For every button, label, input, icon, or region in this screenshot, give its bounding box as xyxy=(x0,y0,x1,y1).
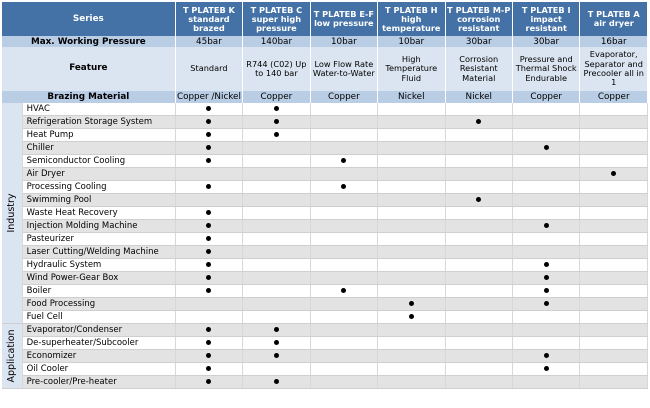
compat-cell xyxy=(175,220,242,233)
compat-cell xyxy=(310,337,377,350)
table-row xyxy=(2,311,648,324)
compat-cell xyxy=(175,363,242,376)
compat-cell xyxy=(310,129,377,142)
compat-cell xyxy=(445,337,512,350)
max-pressure-value: 30bar xyxy=(445,36,512,47)
brazing-value: Copper /Nickel xyxy=(176,92,241,102)
compat-cell xyxy=(580,259,648,272)
compat-cell xyxy=(580,363,648,376)
compat-cell xyxy=(445,220,512,233)
table-row xyxy=(2,194,648,207)
compat-cell xyxy=(580,233,648,246)
brazing-value: Nickel xyxy=(378,91,445,103)
group-label-industry xyxy=(2,103,22,324)
brazing-value: Copper xyxy=(512,91,579,103)
compat-cell xyxy=(243,142,310,155)
product-name: T PLATEB A xyxy=(587,9,640,19)
product-subtitle: super high pressure xyxy=(251,13,302,33)
use-case-label: Refrigeration Storage System xyxy=(22,116,175,129)
compat-cell xyxy=(243,129,310,142)
compat-cell xyxy=(243,311,310,324)
bullet-icon xyxy=(544,301,549,306)
product-subtitle: low pressure xyxy=(314,18,374,28)
bullet-icon xyxy=(544,275,549,280)
table-row xyxy=(2,337,648,350)
compat-cell xyxy=(175,246,242,259)
max-pressure-value: 16bar xyxy=(580,36,648,47)
brazing-value: Nickel xyxy=(445,91,512,103)
compat-cell xyxy=(512,337,579,350)
table-row xyxy=(2,298,648,311)
compat-cell xyxy=(243,207,310,220)
use-case-label: Chiller xyxy=(22,142,175,155)
pressure-label: Max. Working Pressure xyxy=(2,36,175,47)
max-pressure-value: 10bar xyxy=(378,36,445,47)
compat-cell xyxy=(378,350,445,363)
compat-cell xyxy=(580,298,648,311)
bullet-icon xyxy=(206,249,211,254)
compat-cell xyxy=(310,272,377,285)
bullet-icon xyxy=(544,223,549,228)
product-name: T PLATEB I xyxy=(521,4,571,15)
compat-cell xyxy=(378,285,445,298)
compat-cell xyxy=(243,246,310,259)
table-row xyxy=(2,155,648,168)
compat-cell xyxy=(378,220,445,233)
compat-cell xyxy=(175,311,242,324)
product-name: T PLATEB E-F xyxy=(313,9,374,19)
use-case-label: Wind Power-Gear Box xyxy=(22,272,175,285)
compat-cell xyxy=(310,116,377,129)
compat-cell xyxy=(445,285,512,298)
compat-cell xyxy=(580,142,648,155)
compat-cell xyxy=(243,272,310,285)
use-case-label: Boiler xyxy=(22,285,175,298)
bullet-icon xyxy=(274,379,279,384)
product-header-0 xyxy=(175,2,242,36)
table-row xyxy=(2,233,648,246)
compat-cell xyxy=(512,103,579,116)
compat-cell xyxy=(378,116,445,129)
compat-cell xyxy=(310,194,377,207)
product-name: T PLATEB H xyxy=(385,4,438,15)
max-pressure-value: 140bar xyxy=(243,36,310,47)
compat-cell xyxy=(378,142,445,155)
compat-cell xyxy=(512,181,579,194)
bullet-icon xyxy=(341,158,346,163)
compat-cell xyxy=(512,155,579,168)
bullet-icon xyxy=(206,366,211,371)
compat-cell xyxy=(378,168,445,181)
use-case-label: Fuel Cell xyxy=(22,311,175,324)
table-row xyxy=(2,181,648,194)
compat-cell xyxy=(512,298,579,311)
use-case-label: De-superheater/Subcooler xyxy=(22,337,175,350)
product-subtitle: corrosion resistant xyxy=(457,13,501,33)
compat-cell xyxy=(243,298,310,311)
use-case-label: Evaporator/Condenser xyxy=(22,324,175,337)
product-name: T PLATEB M-P xyxy=(447,4,511,15)
compat-cell xyxy=(378,207,445,220)
compat-cell xyxy=(512,350,579,363)
compat-cell xyxy=(310,259,377,272)
brazing-value: Copper xyxy=(580,91,648,103)
bullet-icon xyxy=(206,379,211,384)
compat-cell xyxy=(175,259,242,272)
compat-cell xyxy=(310,142,377,155)
bullet-icon xyxy=(206,223,211,228)
brazing-value: Copper xyxy=(310,91,377,103)
compat-cell xyxy=(512,116,579,129)
bullet-icon xyxy=(206,145,211,150)
table-row xyxy=(2,168,648,181)
feature-value: Standard xyxy=(175,47,242,91)
compat-cell xyxy=(175,376,242,389)
compat-cell xyxy=(512,285,579,298)
compat-cell xyxy=(580,376,648,389)
product-header-5 xyxy=(512,2,579,36)
product-name: T PLATEB K xyxy=(182,4,235,15)
compat-cell xyxy=(445,207,512,220)
feature-value: Corrosion Resistant Material xyxy=(445,47,512,91)
use-case-label: Hydraulic System xyxy=(22,259,175,272)
compat-cell xyxy=(310,155,377,168)
compat-cell xyxy=(310,207,377,220)
bullet-icon xyxy=(206,340,211,345)
compat-cell xyxy=(445,350,512,363)
compat-cell xyxy=(243,233,310,246)
compat-cell xyxy=(580,207,648,220)
compat-cell xyxy=(243,337,310,350)
compat-cell xyxy=(378,272,445,285)
bullet-icon xyxy=(206,236,211,241)
compat-cell xyxy=(175,168,242,181)
product-subtitle: standard brazed xyxy=(188,13,230,33)
bullet-icon xyxy=(544,353,549,358)
compat-cell xyxy=(175,103,242,116)
bullet-icon xyxy=(274,353,279,358)
compat-cell xyxy=(243,324,310,337)
compat-cell xyxy=(243,259,310,272)
group-label-application xyxy=(2,324,22,389)
use-case-label: Swimming Pool xyxy=(22,194,175,207)
compat-cell xyxy=(512,207,579,220)
product-name: T PLATEB C xyxy=(250,4,303,15)
bullet-icon xyxy=(206,132,211,137)
compat-cell xyxy=(580,155,648,168)
compat-cell xyxy=(445,363,512,376)
compat-cell xyxy=(378,298,445,311)
bullet-icon xyxy=(206,288,211,293)
product-header-4 xyxy=(445,2,512,36)
series-header-row xyxy=(2,2,648,36)
brazing-row xyxy=(2,91,648,103)
compat-cell xyxy=(512,272,579,285)
use-case-label: Air Dryer xyxy=(22,168,175,181)
bullet-icon xyxy=(206,158,211,163)
bullet-icon xyxy=(274,132,279,137)
product-header-1 xyxy=(243,2,310,36)
compat-cell xyxy=(445,298,512,311)
feature-value: High Temperature Fluid xyxy=(378,47,445,91)
compat-cell xyxy=(175,116,242,129)
compat-cell xyxy=(445,376,512,389)
feature-value: Low Flow Rate Water-to-Water xyxy=(310,47,377,91)
table-row xyxy=(2,246,648,259)
use-case-label: Waste Heat Recovery xyxy=(22,207,175,220)
bullet-icon xyxy=(206,210,211,215)
bullet-icon xyxy=(206,275,211,280)
compat-cell xyxy=(243,194,310,207)
table-row xyxy=(2,285,648,298)
use-case-label: Semiconductor Cooling xyxy=(22,155,175,168)
pressure-row xyxy=(2,36,648,47)
compat-cell xyxy=(580,116,648,129)
bullet-icon xyxy=(206,106,211,111)
feature-label: Feature xyxy=(2,47,175,91)
compat-cell xyxy=(175,233,242,246)
compat-cell xyxy=(175,181,242,194)
table-row xyxy=(2,142,648,155)
use-case-label: Oil Cooler xyxy=(22,363,175,376)
table-row xyxy=(2,103,648,116)
compat-cell xyxy=(445,129,512,142)
compat-cell xyxy=(580,194,648,207)
brazing-value: Copper xyxy=(243,91,310,103)
use-case-label: Food Processing xyxy=(22,298,175,311)
compat-cell xyxy=(175,337,242,350)
compat-cell xyxy=(175,194,242,207)
compat-cell xyxy=(310,220,377,233)
applications-body xyxy=(2,103,648,389)
bullet-icon xyxy=(206,119,211,124)
compat-cell xyxy=(310,285,377,298)
compat-cell xyxy=(378,337,445,350)
brazing-label: Brazing Material xyxy=(2,91,175,103)
compat-cell xyxy=(175,324,242,337)
compat-cell xyxy=(243,376,310,389)
compat-cell xyxy=(445,168,512,181)
product-header-6 xyxy=(580,2,648,36)
group-label-text: Industry xyxy=(5,193,17,233)
compat-cell xyxy=(445,194,512,207)
compat-cell xyxy=(580,285,648,298)
product-subtitle: impact resistant xyxy=(525,13,567,33)
bullet-icon xyxy=(544,366,549,371)
product-header-3 xyxy=(378,2,445,36)
use-case-label: Pasteurizer xyxy=(22,233,175,246)
feature-value: Pressure and Thermal Shock Endurable xyxy=(512,47,579,91)
compat-cell xyxy=(175,207,242,220)
compat-cell xyxy=(378,246,445,259)
compat-cell xyxy=(512,376,579,389)
compat-cell xyxy=(512,311,579,324)
compat-cell xyxy=(378,181,445,194)
compat-cell xyxy=(580,181,648,194)
compat-cell xyxy=(378,233,445,246)
table-row xyxy=(2,376,648,389)
use-case-label: Heat Pump xyxy=(22,129,175,142)
compat-cell xyxy=(378,155,445,168)
bullet-icon xyxy=(544,145,549,150)
compat-cell xyxy=(310,246,377,259)
compat-cell xyxy=(310,324,377,337)
bullet-icon xyxy=(206,353,211,358)
compat-cell xyxy=(580,220,648,233)
bullet-icon xyxy=(206,184,211,189)
feature-row xyxy=(2,47,648,91)
bullet-icon xyxy=(206,262,211,267)
selection-table-wrapper xyxy=(2,2,648,406)
compat-cell xyxy=(243,285,310,298)
compat-cell xyxy=(580,350,648,363)
table-row xyxy=(2,363,648,376)
compat-cell xyxy=(310,181,377,194)
bullet-icon xyxy=(611,171,616,176)
bullet-icon xyxy=(409,314,414,319)
compat-cell xyxy=(445,311,512,324)
compat-cell xyxy=(580,168,648,181)
use-case-label: Injection Molding Machine xyxy=(22,220,175,233)
compat-cell xyxy=(310,103,377,116)
use-case-label: Pre-cooler/Pre-heater xyxy=(22,376,175,389)
compat-cell xyxy=(243,350,310,363)
bullet-icon xyxy=(274,119,279,124)
compat-cell xyxy=(512,233,579,246)
bullet-icon xyxy=(409,301,414,306)
compat-cell xyxy=(445,181,512,194)
compat-cell xyxy=(378,376,445,389)
max-pressure-value: 10bar xyxy=(310,36,377,47)
compat-cell xyxy=(512,363,579,376)
compat-cell xyxy=(445,233,512,246)
feature-value: Evaporator, Separator and Precooler all in 1 xyxy=(580,47,648,91)
compat-cell xyxy=(580,129,648,142)
compat-cell xyxy=(580,311,648,324)
feature-value: R744 (C02) Up to 140 bar xyxy=(243,47,310,91)
compat-cell xyxy=(512,129,579,142)
compat-cell xyxy=(512,194,579,207)
compat-cell xyxy=(580,246,648,259)
compat-cell xyxy=(580,272,648,285)
bullet-icon xyxy=(476,197,481,202)
compat-cell xyxy=(378,194,445,207)
table-row xyxy=(2,220,648,233)
compat-cell xyxy=(243,363,310,376)
group-label-text: Application xyxy=(5,329,17,383)
use-case-label: Processing Cooling xyxy=(22,181,175,194)
compat-cell xyxy=(445,246,512,259)
compat-cell xyxy=(445,142,512,155)
compat-cell xyxy=(310,376,377,389)
compat-cell xyxy=(310,363,377,376)
compat-cell xyxy=(310,168,377,181)
compat-cell xyxy=(175,142,242,155)
compat-cell xyxy=(512,259,579,272)
compat-cell xyxy=(378,363,445,376)
table-row xyxy=(2,207,648,220)
table-row xyxy=(2,324,648,337)
compat-cell xyxy=(175,272,242,285)
table-row xyxy=(2,259,648,272)
compat-cell xyxy=(445,155,512,168)
product-selection-table xyxy=(2,2,648,389)
compat-cell xyxy=(445,259,512,272)
compat-cell xyxy=(580,103,648,116)
compat-cell xyxy=(175,350,242,363)
compat-cell xyxy=(243,155,310,168)
use-case-label: Economizer xyxy=(22,350,175,363)
compat-cell xyxy=(310,311,377,324)
compat-cell xyxy=(512,220,579,233)
compat-cell xyxy=(175,155,242,168)
bullet-icon xyxy=(544,262,549,267)
bullet-icon xyxy=(274,106,279,111)
compat-cell xyxy=(243,103,310,116)
table-row xyxy=(2,350,648,363)
bullet-icon xyxy=(544,288,549,293)
compat-cell xyxy=(512,246,579,259)
bullet-icon xyxy=(341,288,346,293)
bullet-icon xyxy=(274,340,279,345)
use-case-label: Laser Cutting/Welding Machine xyxy=(22,246,175,259)
max-pressure-value: 30bar xyxy=(512,36,579,47)
compat-cell xyxy=(243,116,310,129)
bullet-icon xyxy=(476,119,481,124)
compat-cell xyxy=(445,324,512,337)
product-subtitle: air dryer xyxy=(593,18,634,28)
series-label: Series xyxy=(2,2,175,36)
compat-cell xyxy=(445,103,512,116)
compat-cell xyxy=(175,298,242,311)
max-pressure-value: 45bar xyxy=(175,36,242,47)
bullet-icon xyxy=(341,184,346,189)
compat-cell xyxy=(512,324,579,337)
product-subtitle: high temperature xyxy=(382,13,441,33)
compat-cell xyxy=(310,233,377,246)
compat-cell xyxy=(310,298,377,311)
compat-cell xyxy=(175,285,242,298)
bullet-icon xyxy=(206,327,211,332)
compat-cell xyxy=(445,116,512,129)
compat-cell xyxy=(512,142,579,155)
compat-cell xyxy=(243,181,310,194)
compat-cell xyxy=(243,168,310,181)
compat-cell xyxy=(378,259,445,272)
compat-cell xyxy=(175,129,242,142)
table-row xyxy=(2,272,648,285)
compat-cell xyxy=(378,103,445,116)
compat-cell xyxy=(580,324,648,337)
compat-cell xyxy=(243,220,310,233)
product-header-2 xyxy=(310,2,377,36)
compat-cell xyxy=(378,129,445,142)
bullet-icon xyxy=(274,327,279,332)
compat-cell xyxy=(378,324,445,337)
use-case-label: HVAC xyxy=(22,103,175,116)
compat-cell xyxy=(580,337,648,350)
compat-cell xyxy=(310,350,377,363)
table-row xyxy=(2,116,648,129)
compat-cell xyxy=(445,272,512,285)
table-row xyxy=(2,129,648,142)
compat-cell xyxy=(378,311,445,324)
compat-cell xyxy=(512,168,579,181)
